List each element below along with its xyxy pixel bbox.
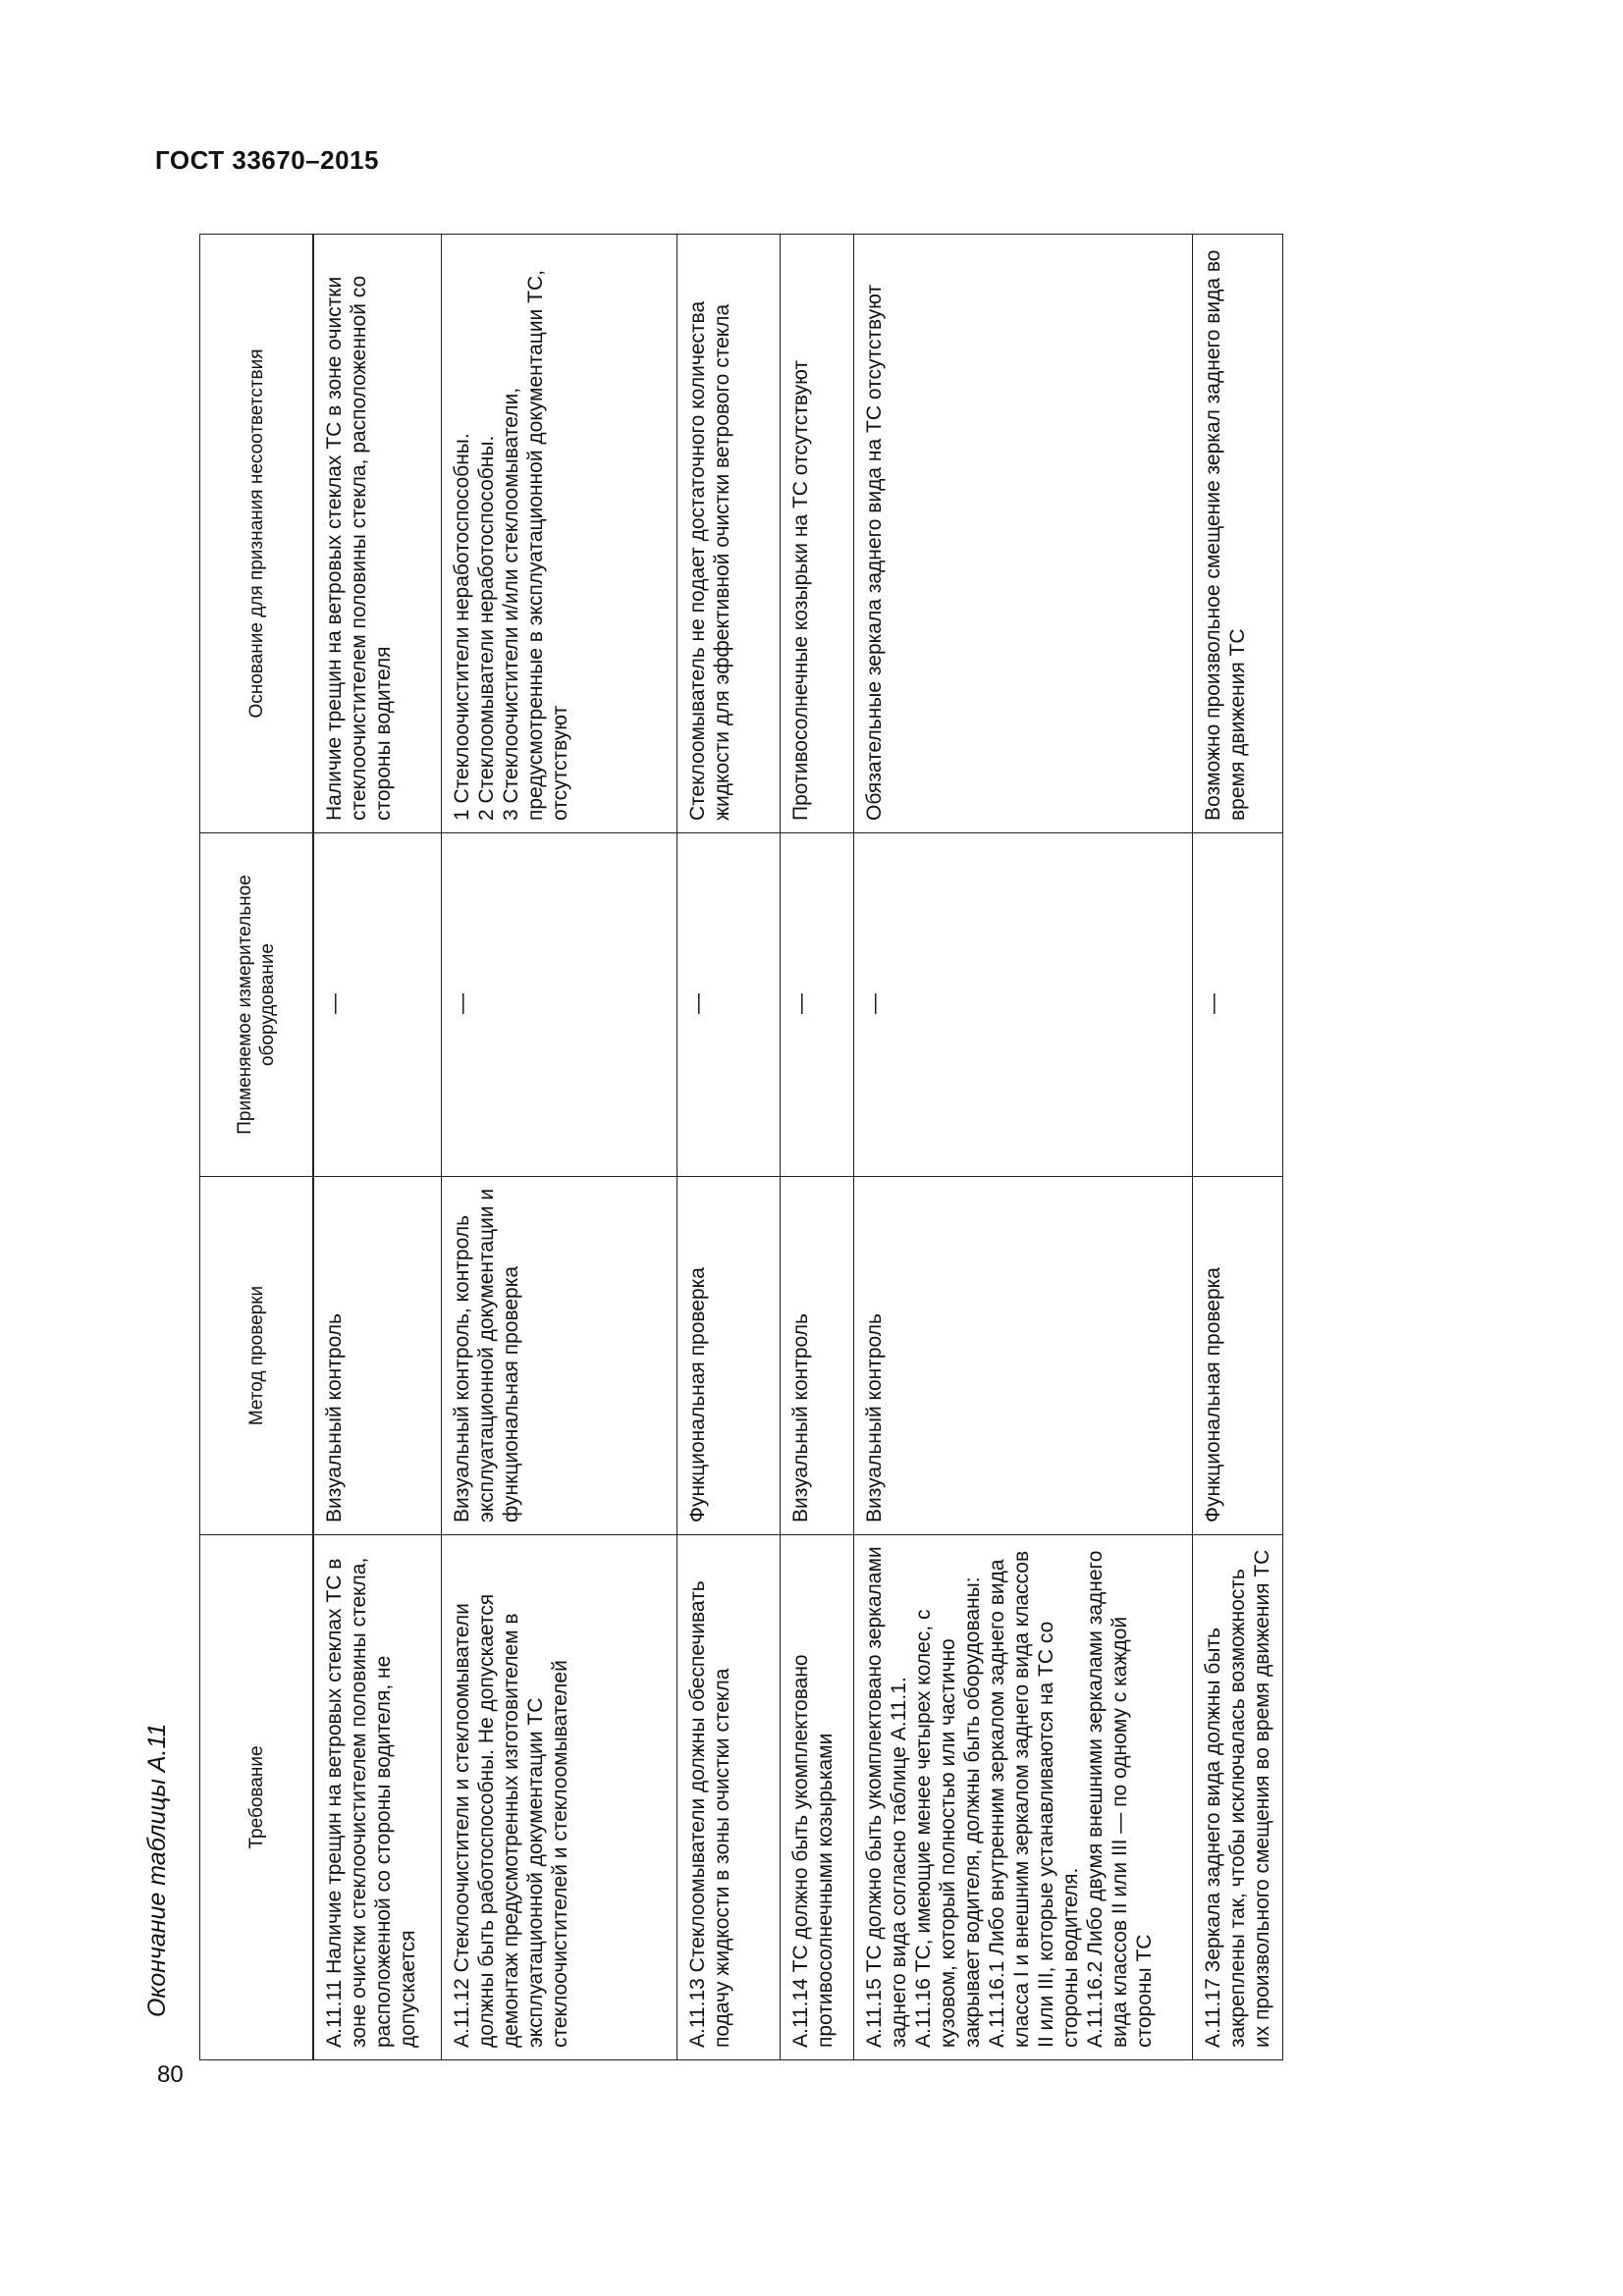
page-number: 80 — [157, 2061, 184, 2088]
table-caption: Окончание таблицы А.11 — [143, 1723, 171, 2017]
table-row — [1193, 235, 1283, 2060]
cell-method: Функциональная проверка — [1193, 1177, 1283, 1535]
table-row — [442, 235, 677, 2060]
cell-method: Функциональная проверка — [677, 1177, 781, 1535]
document-code: ГОСТ 33670–2015 — [155, 145, 379, 175]
cell-method: Визуальный контроль — [781, 1177, 854, 1535]
cell-basis: Обязательные зеркала заднего вида на ТС отсутствуют — [854, 235, 1193, 833]
cell-requirement: А.11.11 Наличие трещин на ветровых стеклах ТС в зоне очистки стеклоочистителем половины стекла, расположенной со стороны водителя, не допускается — [314, 1535, 442, 2060]
cell-requirement: А.11.17 Зеркала заднего вида должны быть закреплены так, чтобы исключалась возможность их произвольного смещения во время движения ТС — [1193, 1535, 1283, 2060]
requirements-table — [199, 234, 1283, 2060]
cell-requirement: А.11.12 Стеклоочистители и стеклоомыватели должны быть работоспособны. Не допускается демонтаж предусмотренных изготовителем в эксплуатационной документации ТС стеклоочистителей и стеклоомывателей — [442, 1535, 677, 2060]
cell-basis: Стеклоомыватель не подает достаточного количества жидкости для эффективной очистки ветрового стекла — [677, 235, 781, 833]
table-row — [854, 235, 1193, 2060]
cell-equipment: — — [314, 833, 442, 1177]
cell-basis: 1 Стеклоочистители неработоспособны. 2 Стеклоомыватели неработоспособны. 3 Стеклоочистители и/или стеклоомыватели, предусмотренные в эксплуатационной документации ТС, отсутствуют — [442, 235, 677, 833]
cell-equipment: — — [1193, 833, 1283, 1177]
cell-method: Визуальный контроль — [854, 1177, 1193, 1535]
cell-method: Визуальный контроль — [314, 1177, 442, 1535]
column-header-equipment: Применяемое измерительное оборудование — [200, 833, 313, 1177]
cell-equipment: — — [677, 833, 781, 1177]
cell-basis: Возможно произвольное смещение зеркал заднего вида во время движения ТС — [1193, 235, 1283, 833]
cell-equipment: — — [781, 833, 854, 1177]
column-header-requirement: Требование — [200, 1535, 313, 2060]
table-header-row — [200, 235, 313, 2060]
table-row — [677, 235, 781, 2060]
rotated-table-container — [199, 235, 1279, 2060]
cell-equipment: — — [442, 833, 677, 1177]
cell-requirement: А.11.14 ТС должно быть укомплектовано противосолнечными козырьками — [781, 1535, 854, 2060]
table-row — [781, 235, 854, 2060]
cell-basis: Противосолнечные козырьки на ТС отсутствуют — [781, 235, 854, 833]
cell-requirement: А.11.15 ТС должно быть укомплектовано зеркалами заднего вида согласно таблице А.11.1. А.11.16 ТС, имеющие менее четырех колес, с кузовом, который полностью или частично закрывает водителя, должны быть оборудованы: А.11.16.1 Либо внутренним зеркалом заднего вида класса I и внешним зеркалом заднего вида классов II или III, которые устанавливаются на ТС со стороны водителя. А.11.16.2 Либо двумя внешними зеркалами заднего вида классов II или III — по одному с каждой стороны ТС — [854, 1535, 1193, 2060]
cell-equipment: — — [854, 833, 1193, 1177]
table-row — [314, 235, 442, 2060]
cell-requirement: А.11.13 Стеклоомыватели должны обеспечивать подачу жидкости в зоны очистки стекла — [677, 1535, 781, 2060]
column-header-method: Метод проверки — [200, 1177, 313, 1535]
column-header-basis: Основание для признания несоответствия — [200, 235, 313, 833]
cell-basis: Наличие трещин на ветровых стеклах ТС в зоне очистки стеклоочистителем половины стекла, расположенной со стороны водителя — [314, 235, 442, 833]
cell-method: Визуальный контроль, контроль эксплуатационной документации и функциональная проверка — [442, 1177, 677, 1535]
